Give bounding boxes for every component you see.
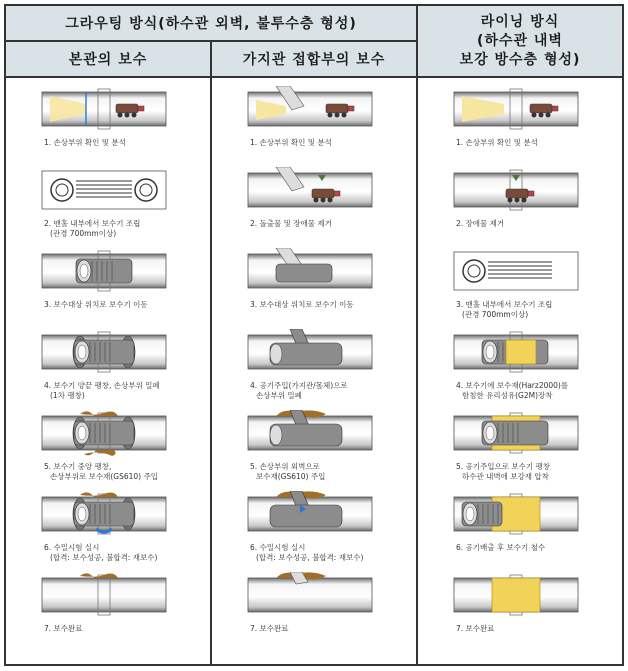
packer-end-inflated-icon bbox=[40, 329, 168, 375]
step-caption-line2: (합격: 보수성공, 불합격: 재보수) bbox=[50, 553, 158, 562]
step-caption bbox=[456, 543, 545, 553]
branch-inspection-icon bbox=[246, 86, 374, 132]
step-caption-line1: 4. 공기주입(가지관/몸체)으로 bbox=[250, 381, 348, 390]
step-caption-line1: 6. 공기배출 후 보수기 철수 bbox=[456, 543, 546, 552]
lining-title-line3: 보강 방수층 형성) bbox=[459, 51, 581, 68]
step-caption-line2: 손상부위 밀폐 bbox=[256, 391, 302, 400]
lining-cutter-robot-icon bbox=[452, 167, 580, 213]
step-caption bbox=[44, 543, 157, 563]
repair-method-table bbox=[4, 4, 624, 666]
step-caption-line1: 5. 손상부위 외벽으로 bbox=[250, 462, 320, 471]
step-caption-line1: 7. 보수완료 bbox=[456, 624, 495, 633]
step-caption-line1: 5. 공기주입으로 보수기 팽창 bbox=[456, 462, 551, 471]
step-caption-line1: 4. 보수기에 보수재(Harz2000)를 bbox=[456, 381, 569, 390]
step-caption bbox=[456, 624, 495, 634]
branch-joint-header bbox=[212, 42, 416, 76]
step-caption-line1: 3. 보수대상 위치로 보수기 이동 bbox=[44, 300, 148, 309]
branch-joint-title: 가지관 접합부의 보수 bbox=[242, 52, 386, 68]
step-caption bbox=[250, 462, 325, 482]
branch-repaired-icon bbox=[246, 572, 374, 618]
packer-water-test-icon bbox=[40, 491, 168, 537]
main-pipe-header bbox=[6, 42, 210, 76]
step-caption-line1: 5. 보수기 중앙 팽창, bbox=[44, 462, 112, 471]
step-caption-line1: 2. 맨홀 내부에서 보수기 조립 bbox=[44, 219, 141, 228]
step-caption bbox=[44, 300, 148, 310]
pipe-camera-robot-icon bbox=[40, 86, 168, 132]
step-caption-line1: 6. 수밀시험 실시 bbox=[250, 543, 306, 552]
lining-title-line1: 라이닝 방식 bbox=[480, 13, 560, 30]
lining-sleeve-mount-icon bbox=[452, 329, 580, 375]
step-caption bbox=[456, 462, 550, 482]
step-caption-line2: 손상부위로 보수재(GS610) 주입 bbox=[50, 472, 158, 481]
step-caption-line2: (관경 700mm이상) bbox=[50, 229, 117, 238]
step-caption-line1: 1. 손상부위 확인 및 분석 bbox=[250, 138, 332, 147]
step-caption-line1: 2. 장애물 제거 bbox=[456, 219, 505, 228]
branch-packer-move-icon bbox=[246, 248, 374, 294]
step-caption-line1: 3. 보수대상 위치로 보수기 이동 bbox=[250, 300, 354, 309]
step-caption-line2: (1차 팽창) bbox=[50, 391, 85, 400]
step-caption bbox=[44, 219, 140, 239]
lining-repaired-icon bbox=[452, 572, 580, 618]
step-caption bbox=[250, 543, 363, 563]
grouting-header bbox=[6, 6, 416, 40]
step-caption-line2: 함침한 유리섬유(G2M)장착 bbox=[462, 391, 553, 400]
branch-joint-column bbox=[212, 78, 416, 664]
step-caption bbox=[44, 381, 160, 401]
lining-packer-withdraw-icon bbox=[452, 491, 580, 537]
step-caption-line1: 1. 손상부위 확인 및 분석 bbox=[456, 138, 538, 147]
step-caption bbox=[250, 300, 354, 310]
step-caption-line2: 하수관 내벽에 보강재 압착 bbox=[462, 472, 549, 481]
step-caption-line1: 7. 보수완료 bbox=[250, 624, 289, 633]
step-caption bbox=[44, 138, 126, 148]
step-caption bbox=[250, 219, 332, 229]
step-caption-line1: 3. 맨홀 내부에서 보수기 조립 bbox=[456, 300, 553, 309]
grouting-title: 그라우팅 방식(하수관 외벽, 불투수층 형성) bbox=[65, 16, 357, 32]
pipe-repaired-icon bbox=[40, 572, 168, 618]
step-caption-line1: 6. 수밀시험 실시 bbox=[44, 543, 100, 552]
step-caption-line1: 2. 돌출물 및 장애물 제거 bbox=[250, 219, 332, 228]
step-caption-line1: 4. 보수기 양끝 팽창, 손상부위 밀폐 bbox=[44, 381, 160, 390]
step-caption bbox=[456, 219, 504, 229]
lining-camera-robot-icon bbox=[452, 86, 580, 132]
step-caption bbox=[250, 138, 332, 148]
step-caption bbox=[250, 381, 348, 401]
step-caption-line2: (합격: 보수성공, 불합격: 재보수) bbox=[256, 553, 364, 562]
step-caption bbox=[44, 462, 158, 482]
packer-assembly-icon bbox=[40, 167, 168, 213]
branch-grout-injection-icon bbox=[246, 410, 374, 456]
step-caption-line1: 7. 보수완료 bbox=[44, 624, 83, 633]
branch-cutter-robot-icon bbox=[246, 167, 374, 213]
packer-in-pipe-icon bbox=[40, 248, 168, 294]
packer-grout-injection-icon bbox=[40, 410, 168, 456]
lining-header bbox=[418, 6, 622, 76]
step-caption bbox=[44, 624, 83, 634]
branch-packer-inflate-icon bbox=[246, 329, 374, 375]
step-caption bbox=[456, 138, 538, 148]
step-caption-line1: 1. 손상부위 확인 및 분석 bbox=[44, 138, 126, 147]
branch-water-test-icon bbox=[246, 491, 374, 537]
lining-packer-assembly-icon bbox=[452, 248, 580, 294]
step-caption bbox=[456, 300, 552, 320]
main-pipe-column bbox=[6, 78, 210, 664]
lining-title-line2: (하수관 내벽 bbox=[477, 32, 563, 49]
lining-sleeve-press-icon bbox=[452, 410, 580, 456]
step-caption bbox=[456, 381, 568, 401]
step-caption-line2: 보수재(GS610) 주입 bbox=[256, 472, 326, 481]
main-pipe-title: 본관의 보수 bbox=[68, 52, 148, 68]
step-caption bbox=[250, 624, 289, 634]
step-caption-line2: (관경 700mm이상) bbox=[462, 310, 529, 319]
lining-column bbox=[418, 78, 622, 664]
